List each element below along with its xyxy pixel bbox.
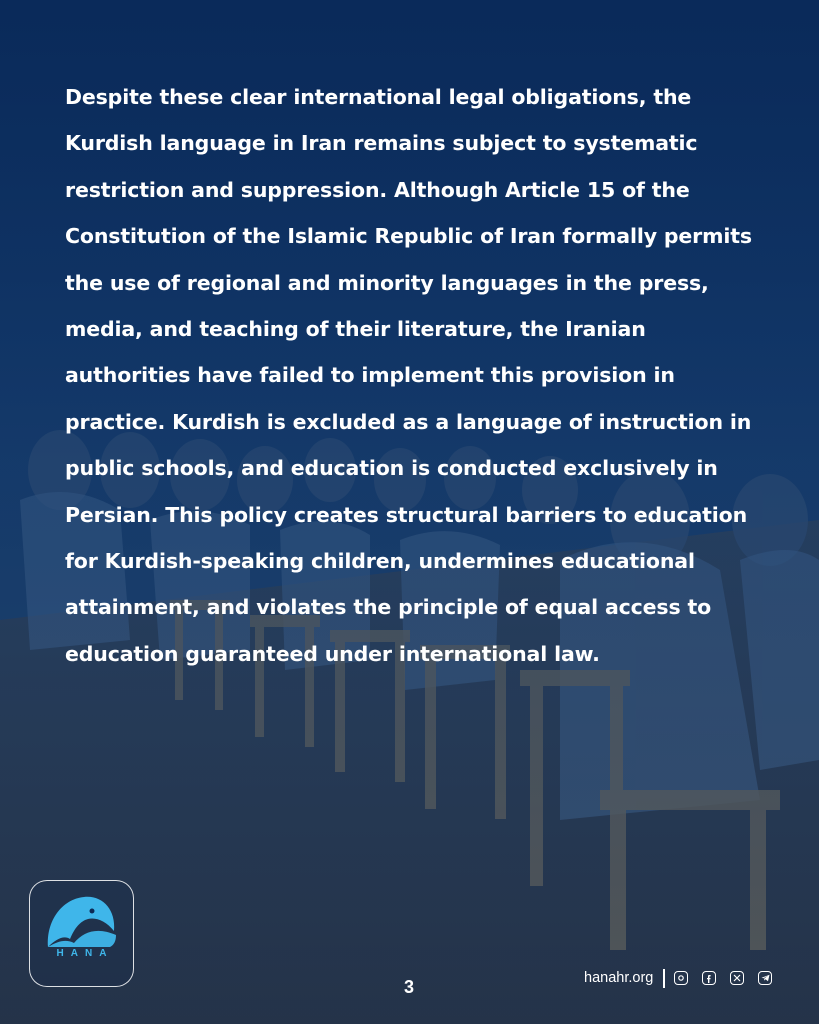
logo-text: HANA [56,948,114,959]
divider [663,969,665,988]
x-icon[interactable] [730,971,744,985]
body-line: attainment, and violates the principle of equal access to [65,595,712,620]
body-line: Despite these clear international legal obligations, the [65,85,692,109]
footer-links [584,966,772,990]
body-line: for Kurdish-speaking children, undermines educational [65,549,695,574]
page-number: 3 [403,977,414,997]
body-line: Constitution of the Islamic Republic of Iran formally permits [65,224,752,249]
body-line: education guaranteed under international law. [65,641,600,666]
body-line: practice. Kurdish is excluded as a language of instruction in [65,409,752,434]
body-line: the use of regional and minority languages in the press, [65,270,709,295]
body-line: restriction and suppression. Although Article 15 of the [65,177,690,202]
body-line: public schools, and education is conducted exclusively in [65,456,718,481]
hana-logo [29,880,134,987]
telegram-icon[interactable] [758,971,772,985]
hana-bird-logo-icon [44,891,119,949]
instagram-icon[interactable] [674,971,688,985]
website-link[interactable]: hanahr.org [584,970,654,986]
body-line: Kurdish language in Iran remains subject to systematic [65,131,698,156]
body-line: media, and teaching of their literature, the Iranian [65,317,646,342]
body-paragraph [65,74,765,677]
body-line: Persian. This policy creates structural barriers to education [65,502,748,527]
body-line: authorities have failed to implement this provision in [65,363,675,388]
facebook-icon[interactable] [702,971,716,985]
